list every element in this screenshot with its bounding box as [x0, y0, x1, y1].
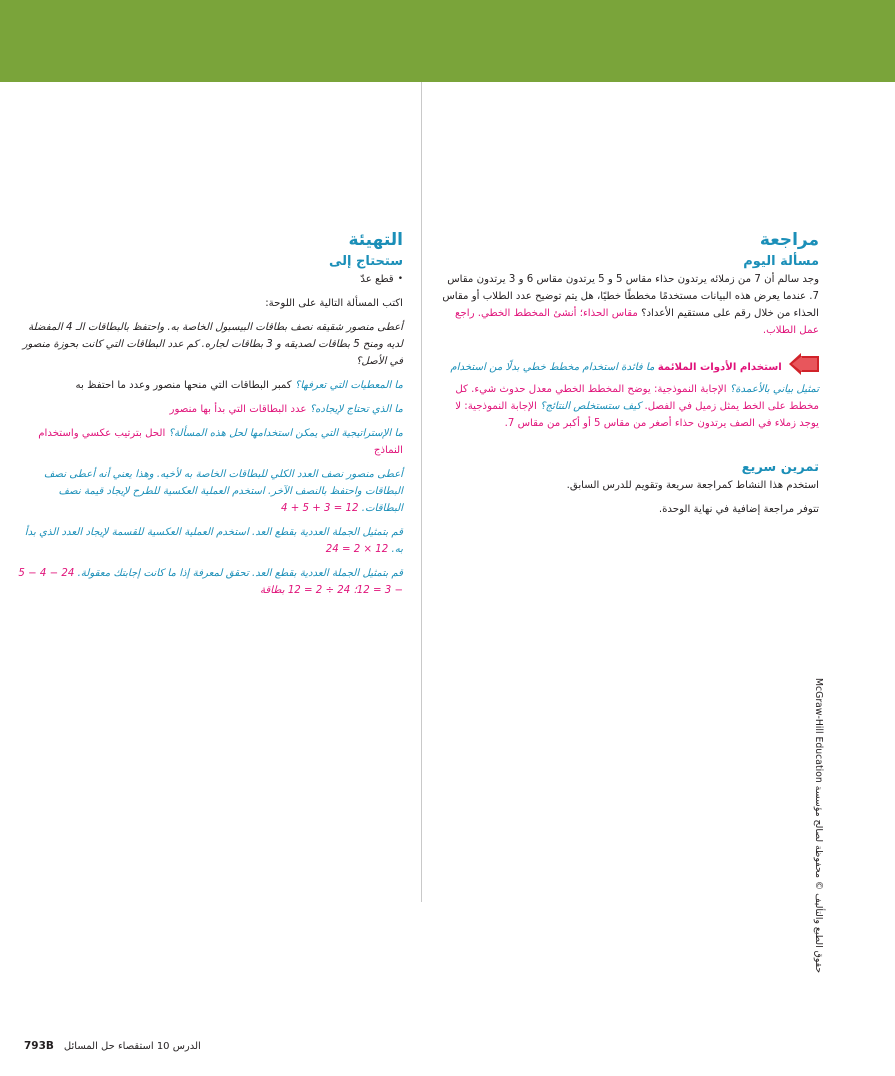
tools-answer: الإجابة النموذجية: يوضح المخطط الخطي معدل حدوث شيء. كل مخطط على الخط يمثل زميل في الفصل.: [455, 384, 819, 412]
question-3: [15, 425, 403, 459]
review-column: [436, 228, 819, 518]
launch-heading: التهيئة: [348, 230, 403, 250]
problem-of-day-heading: مسألة اليوم: [743, 254, 819, 269]
tools-question-2: كيف ستستخلص النتائج؟: [540, 401, 642, 412]
step-3-text: قم بتمثيل الجملة العددية بقطع العد. تحقق لمعرفة إذا ما كانت إجابتك معقولة.: [77, 568, 403, 579]
launch-problem-text: أعطى منصور شقيقه نصف بطاقات البيسبول الخاصة به. واحتفظ بالبطاقات الـ 4 المفضلة لديه ومنح 5 بطاقات لصديقه و 3 بطاقات لجاره. كم عدد البطاقات التي كانت بحوزة منصور في الأصل؟: [22, 322, 403, 367]
step-2: [15, 524, 403, 558]
materials-heading: ستحتاج إلى: [328, 254, 403, 269]
question-3-text: ما الإستراتيجية التي يمكن استخدامها لحل هذه المسألة؟: [168, 428, 403, 439]
question-2-text: ما الذي تحتاج لإيجاده؟: [309, 404, 403, 415]
question-2: [15, 401, 403, 418]
quick-practice-text: استخدم هذا النشاط كمراجعة سريعة وتقويم للدرس السابق.: [566, 480, 819, 491]
question-1: [15, 377, 403, 394]
materials-item: [15, 271, 403, 288]
question-1-text: ما المعطيات التي تعرفها؟: [294, 380, 403, 391]
step-1-equation: 12 = 3 + 5 + 4: [281, 503, 359, 514]
appropriate-tools-block: [436, 353, 819, 432]
column-divider: [421, 82, 422, 902]
bullet-icon: •: [397, 274, 403, 284]
problem-answer: مقاس الحذاء؛ أنشئ المخطط الخطي. راجع عمل الطلاب.: [455, 308, 819, 336]
page-number: 793B: [24, 1040, 54, 1052]
quick-practice-note: تتوفر مراجعة إضافية في نهاية الوحدة.: [658, 504, 819, 515]
tools-answer-2: الإجابة النموذجية: لا يوجد زملاء في الصف يرتدون حذاء أصغر من مقاس 5 أو أكبر من مقاس 7.: [455, 401, 819, 429]
step-2-text: قم بتمثيل الجملة العددية بقطع العد. استخدم العملية العكسية للقسمة لإيجاد العدد الذي بدأ به.: [24, 527, 403, 555]
answer-3-text: الحل بترتيب عكسي واستخدام النماذج: [38, 428, 403, 456]
step-3: [15, 565, 403, 599]
answer-1-text: كمبر البطاقات التي منحها منصور وعدد ما احتفظ به: [75, 380, 292, 391]
copyright-side-text: حقوق الطبع والتأليف © محفوظة لصالح مؤسسة McGraw-Hill Education: [813, 678, 824, 974]
step-2-equation: 12 × 2 = 24: [325, 544, 389, 555]
materials-item-label: قطع عدّ: [360, 274, 394, 285]
lesson-title: الدرس 10 استقصاء حل المسائل: [63, 1040, 201, 1052]
problem-of-day-text: [436, 271, 819, 339]
review-heading: مراجعة: [759, 230, 819, 250]
quick-practice-heading: تمرين سريع: [741, 460, 819, 475]
step-3-equation: 24 − 4 − 5 − 3 = 12؛ 24 ÷ 2 = 12 بطاقة: [18, 568, 403, 596]
answer-2-text: عدد البطاقات التي بدأ بها منصور: [169, 404, 307, 415]
problem-text: وجد سالم أن 7 من زملائه يرتدون حذاء مقاس 5 و 5 يرتدون مقاس 6 و 3 يرتدون مقاس 7. عندما يعرض هذه البيانات مستخدمًا مخططًا خطيًا، هل يتم توضيح عدد الطلاب أو مقاس الحذاء من خلال رقم على مستقيم الأعداد؟: [442, 274, 819, 319]
tools-question: ما فائدة استخدام مخطط خطي بدلًا من استخدام تمثيل بياني بالأعمدة؟: [450, 362, 819, 395]
step-1: [15, 466, 403, 517]
launch-column: [15, 228, 403, 599]
step-1-text: أعطى منصور نصف العدد الكلي للبطاقات الخاصة به لأخيه. وهذا يعني أنه أعطى نصف البطاقات واحتفظ بالنصف الآخر. استخدم العملية العكسية للطرح لإيجاد قيمة نصف البطاقات.: [43, 469, 403, 514]
intro-text: اكتب المسألة التالية على اللوحة:: [265, 298, 403, 309]
practice-arrow-icon: [789, 353, 819, 381]
tools-title: استخدام الأدوات الملائمة: [657, 362, 782, 373]
header-band: [0, 0, 895, 82]
page-footer: [24, 1040, 240, 1052]
